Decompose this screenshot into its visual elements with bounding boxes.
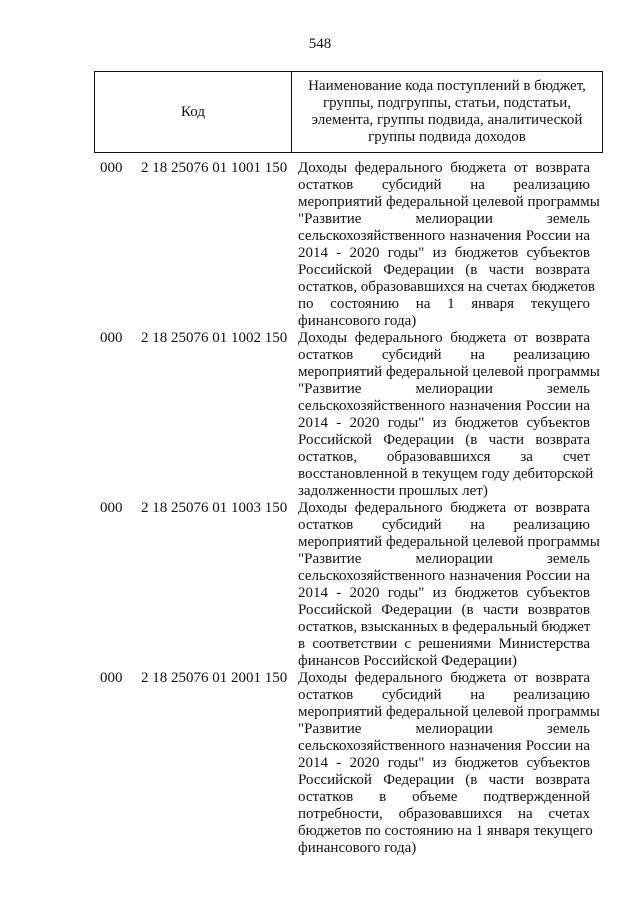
description-line: потребности, образовавшихся на счетах (298, 806, 590, 822)
header-code-label: Код (95, 72, 292, 153)
description-line: финансового года) (298, 313, 417, 329)
description-line: "Развитие мелиорации земель (298, 381, 590, 397)
description-line: Российской Федерации (в части возврата (298, 432, 590, 448)
revenue-code: 2 18 25076 01 1002 150 (141, 330, 288, 346)
description-line: восстановленной в текущем году дебиторской (298, 466, 594, 482)
description-line: бюджетов по состоянию на 1 января текущего (298, 823, 593, 839)
description-line: Российской Федерации (в части возвратов (298, 602, 590, 618)
description-line: остатков в объеме подтвержденной (298, 789, 590, 805)
description-line: "Развитие мелиорации земель (298, 211, 590, 227)
description-line: сельскохозяйственного назначения России на (298, 568, 590, 584)
description-line: 2014 - 2020 годы" из бюджетов субъектов (298, 755, 590, 771)
description-line: Доходы федерального бюджета от возврата (298, 330, 590, 346)
description-line: Российской Федерации (в части возврата (298, 772, 590, 788)
description-line: Доходы федерального бюджета от возврата (298, 670, 590, 686)
description-line: остатков, взысканных в федеральный бюджет (298, 619, 591, 635)
admin-code: 000 (100, 500, 123, 516)
admin-code: 000 (100, 670, 123, 686)
revenue-description (298, 330, 600, 500)
page-number: 548 (308, 36, 332, 52)
description-line: сельскохозяйственного назначения России на (298, 398, 590, 414)
description-line: остатков субсидий на реализацию (298, 517, 590, 533)
description-line: мероприятий федеральной целевой программы (298, 704, 600, 720)
description-line: 2014 - 2020 годы" из бюджетов субъектов (298, 585, 590, 601)
description-line: "Развитие мелиорации земель (298, 721, 590, 737)
list-item (0, 160, 640, 330)
entries-list (0, 160, 640, 857)
list-item (0, 500, 640, 670)
description-line: Российской Федерации (в части возврата (298, 262, 590, 278)
description-line: "Развитие мелиорации земель (298, 551, 590, 567)
revenue-code: 2 18 25076 01 2001 150 (141, 670, 288, 686)
description-line: 2014 - 2020 годы" из бюджетов субъектов (298, 245, 590, 261)
description-line: мероприятий федеральной целевой программы (298, 534, 600, 550)
description-line: финансов Российской Федерации) (298, 653, 517, 669)
description-line: Доходы федерального бюджета от возврата (298, 500, 590, 516)
revenue-code: 2 18 25076 01 1003 150 (141, 500, 288, 516)
description-line: задолженности прошлых лет) (298, 483, 488, 499)
header-name-label: Наименование кода поступлений в бюджет, группы, подгруппы, статьи, подстатьи, элемента, группы подвида, аналитической группы подвида доходов (292, 72, 603, 153)
description-line: мероприятий федеральной целевой программы (298, 364, 600, 380)
description-line: сельскохозяйственного назначения России на (298, 228, 590, 244)
description-line: финансового года) (298, 840, 417, 856)
revenue-description (298, 160, 600, 330)
description-line: остатков субсидий на реализацию (298, 347, 590, 363)
revenue-code: 2 18 25076 01 1001 150 (141, 160, 288, 176)
description-line: остатков субсидий на реализацию (298, 687, 590, 703)
header-table (94, 71, 603, 153)
description-line: по состоянию на 1 января текущего (298, 296, 590, 312)
admin-code: 000 (100, 330, 123, 346)
list-item (0, 330, 640, 500)
description-line: Доходы федерального бюджета от возврата (298, 160, 590, 176)
description-line: остатков, образовавшихся на счетах бюджетов (298, 279, 596, 295)
admin-code: 000 (100, 160, 123, 176)
description-line: сельскохозяйственного назначения России на (298, 738, 590, 754)
revenue-description (298, 670, 600, 857)
description-line: 2014 - 2020 годы" из бюджетов субъектов (298, 415, 590, 431)
revenue-description (298, 500, 600, 670)
description-line: остатков, образовавшихся за счет (298, 449, 590, 465)
description-line: мероприятий федеральной целевой программы (298, 194, 600, 210)
list-item (0, 670, 640, 857)
description-line: в соответствии с решениями Министерства (298, 636, 590, 652)
description-line: остатков субсидий на реализацию (298, 177, 590, 193)
